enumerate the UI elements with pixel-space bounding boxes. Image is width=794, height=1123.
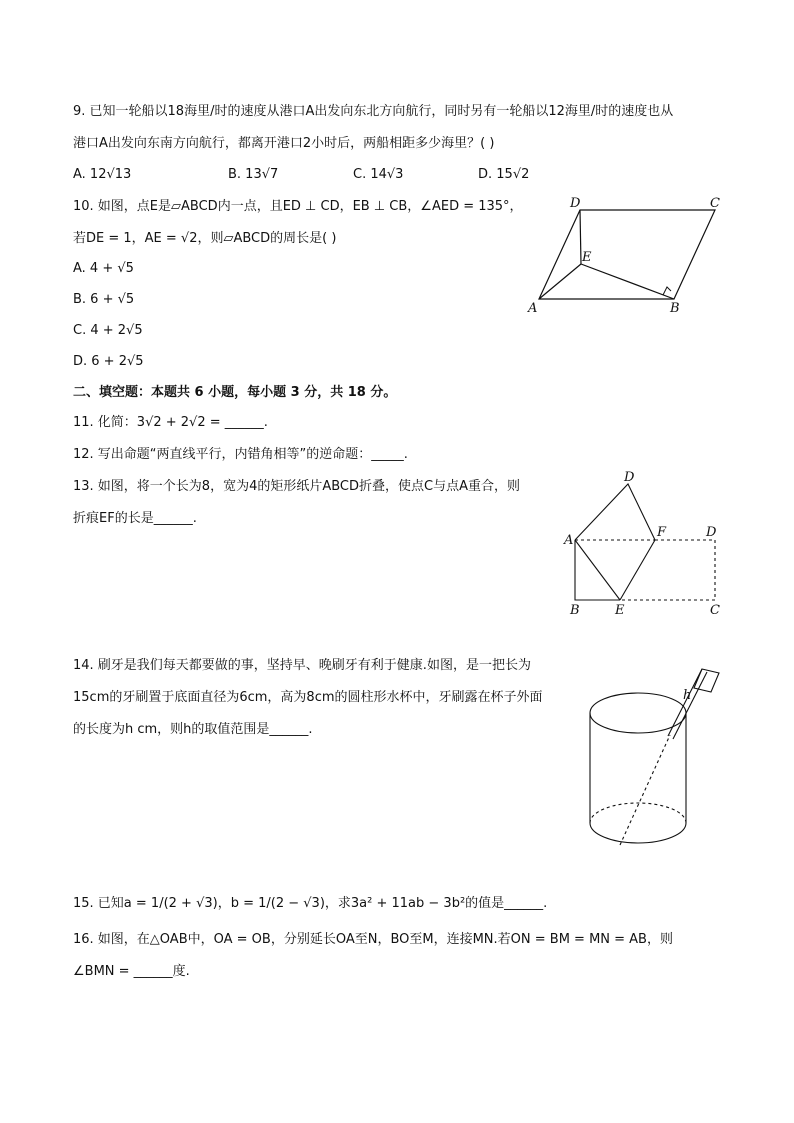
q9-option-b: B. 13√7 bbox=[228, 167, 279, 182]
q9-option-a: A. 12√13 bbox=[73, 167, 132, 182]
q10-option-b: B. 6 + √5 bbox=[73, 292, 135, 307]
toothbrush-outside-b bbox=[673, 672, 707, 739]
q13-figure bbox=[560, 472, 730, 622]
q10-line1: 10. 如图，点E是▱ABCD内一点，且ED ⊥ CD，EB ⊥ CB，∠AED = 135°， bbox=[73, 199, 523, 214]
q14-line1: 14. 刷牙是我们每天都要做的事，坚持早、晚刷牙有利于健康.如图，是一把长为 bbox=[73, 658, 531, 673]
q11-text: 11. 化简：3√2 + 2√2 = ______. bbox=[73, 415, 268, 430]
q10-option-d: D. 6 + 2√5 bbox=[73, 354, 144, 369]
q10-figure bbox=[520, 190, 730, 320]
q10-parallelogram bbox=[539, 210, 715, 299]
label-a: A bbox=[528, 301, 538, 316]
cup-bottom-front bbox=[590, 823, 686, 843]
q9-option-c: C. 14√3 bbox=[353, 167, 404, 182]
toothbrush-inside bbox=[620, 735, 670, 845]
right-angle-mark bbox=[663, 287, 671, 295]
q16-line1: 16. 如图，在△OAB中，OA = OB，分别延长OA至N，BO至M，连接MN.若ON = BM = MN = AB，则 bbox=[73, 932, 673, 947]
label-c: C bbox=[710, 196, 720, 211]
q9-option-d: D. 15√2 bbox=[478, 167, 530, 182]
segment-ae bbox=[575, 540, 620, 600]
label-h: h bbox=[683, 688, 692, 703]
q9-line1: 9. 已知一轮船以18海里/时的速度从港口A出发向东北方向航行，同时另有一轮船以12海里/时的速度也从 bbox=[73, 104, 674, 119]
q10-line2: 若DE = 1，AE = √2，则▱ABCD的周长是( ) bbox=[73, 231, 337, 246]
segment-ae bbox=[539, 264, 581, 299]
label-c: C bbox=[710, 603, 720, 618]
q13-line2: 折痕EF的长是______. bbox=[73, 511, 197, 526]
label-d: D bbox=[570, 196, 581, 211]
q9-line2: 港口A出发向东南方向航行，都离开港口2小时后，两船相距多少海里？( ) bbox=[73, 136, 495, 151]
label-f: F bbox=[657, 525, 667, 540]
folded-flap bbox=[575, 484, 655, 540]
label-e: E bbox=[615, 603, 625, 618]
segment-de bbox=[580, 210, 581, 264]
label-b: B bbox=[670, 301, 680, 316]
section2-heading: 二、填空题：本题共 6 小题，每小题 3 分，共 18 分。 bbox=[73, 385, 397, 400]
label-d-top: D bbox=[624, 470, 635, 485]
label-e: E bbox=[582, 250, 592, 265]
cup-top-rim bbox=[590, 693, 686, 733]
q14-line3: 的长度为h cm，则h的取值范围是______. bbox=[73, 722, 313, 737]
parallelogram-abcd bbox=[539, 210, 715, 299]
dashed-rectangle bbox=[620, 540, 715, 600]
q14-figure bbox=[580, 655, 730, 855]
q16-line2: ∠BMN = ______度. bbox=[73, 964, 190, 979]
q12-text: 12. 写出命题“两直线平行，内错角相等”的逆命题：_____. bbox=[73, 447, 408, 462]
label-b: B bbox=[570, 603, 580, 618]
label-a: A bbox=[564, 533, 574, 548]
q14-line2: 15cm的牙刷置于底面直径为6cm，高为8cm的圆柱形水杯中，牙刷露在杯子外面 bbox=[73, 690, 543, 705]
crease-ef bbox=[620, 540, 655, 600]
segment-eb bbox=[581, 264, 674, 299]
label-d-right: D bbox=[706, 525, 717, 540]
q13-line1: 13. 如图，将一个长为8，宽为4的矩形纸片ABCD折叠，使点C与点A重合，则 bbox=[73, 479, 520, 494]
q15-text: 15. 已知a = 1/(2 + √3)，b = 1/(2 − √3)，求3a² + 11ab − 3b²的值是______. bbox=[73, 896, 548, 911]
q10-option-c: C. 4 + 2√5 bbox=[73, 323, 143, 338]
q10-option-a: A. 4 + √5 bbox=[73, 261, 134, 276]
